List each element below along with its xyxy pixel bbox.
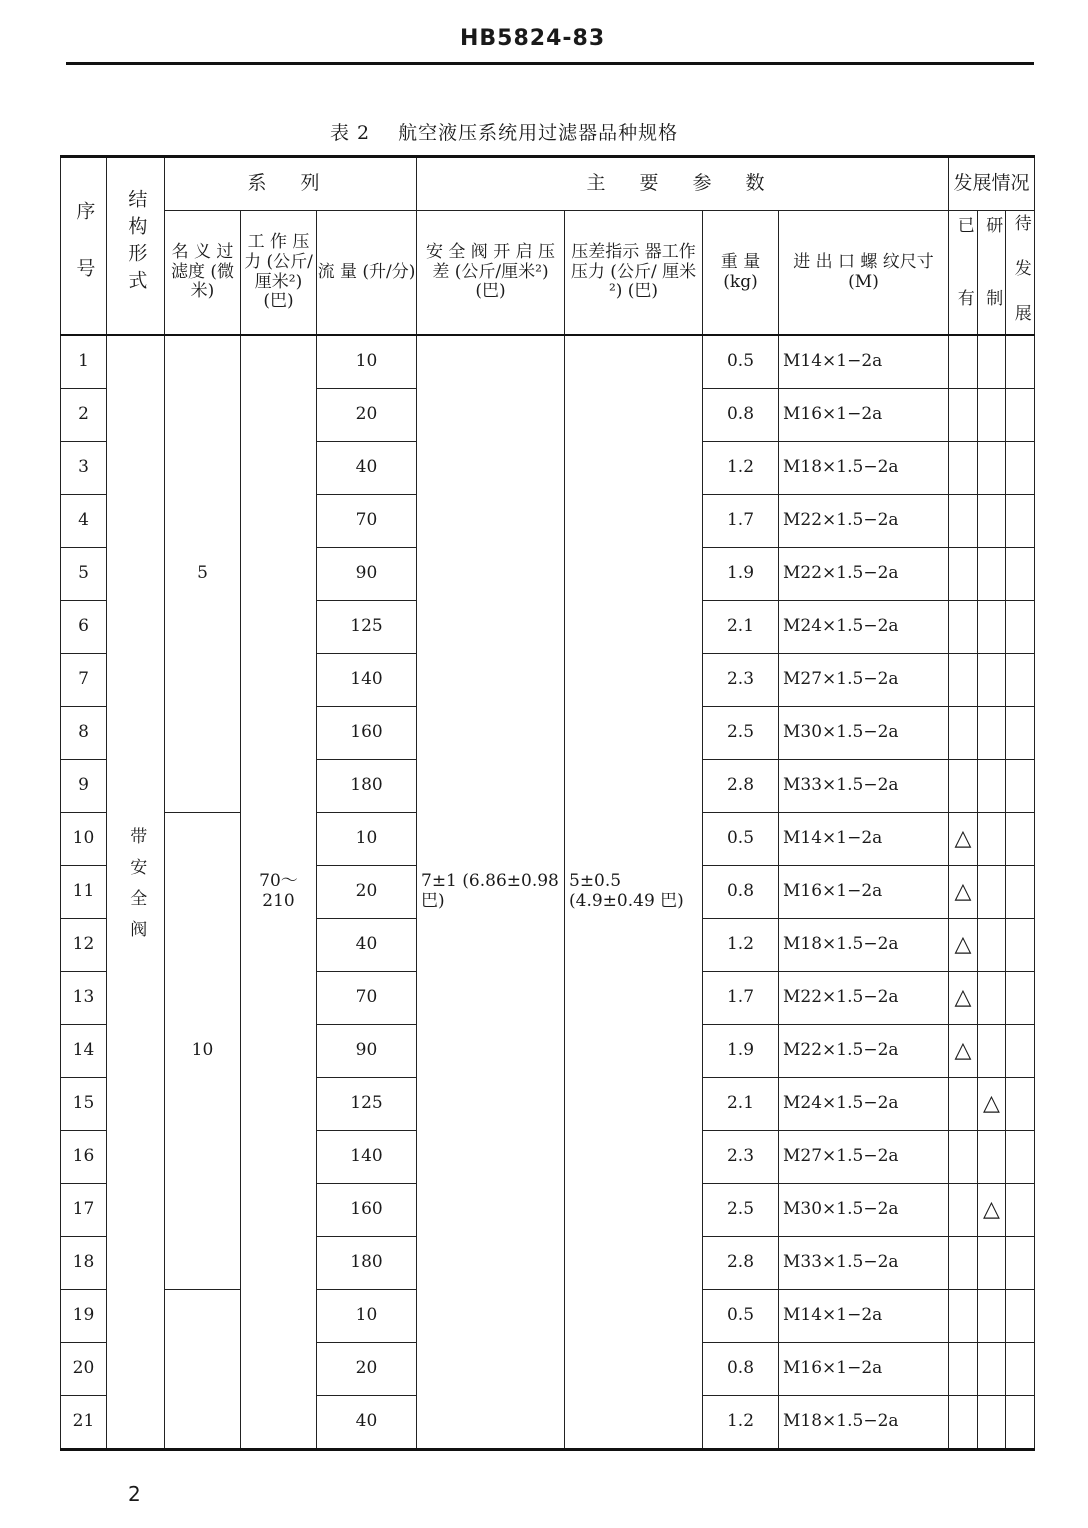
cell-seq: 20 bbox=[61, 1343, 107, 1396]
cell-thread: M18×1.5−2a bbox=[779, 1396, 949, 1450]
cell-weight: 0.8 bbox=[703, 389, 779, 442]
cell-flow: 40 bbox=[317, 919, 417, 972]
cell-pending bbox=[1006, 919, 1035, 972]
cell-seq: 19 bbox=[61, 1290, 107, 1343]
cell-pending bbox=[1006, 972, 1035, 1025]
cell-seq: 9 bbox=[61, 760, 107, 813]
cell-weight: 0.5 bbox=[703, 813, 779, 866]
cell-weight: 1.2 bbox=[703, 919, 779, 972]
cell-dev bbox=[978, 442, 1006, 495]
cell-exist bbox=[949, 548, 978, 601]
cell-exist bbox=[949, 601, 978, 654]
cell-weight: 1.9 bbox=[703, 1025, 779, 1078]
cell-pending bbox=[1006, 1078, 1035, 1131]
cell-pending bbox=[1006, 760, 1035, 813]
cell-dev bbox=[978, 1025, 1006, 1078]
cell-pending bbox=[1006, 601, 1035, 654]
cell-exist: △ bbox=[949, 1025, 978, 1078]
table-number: 表 2 bbox=[330, 122, 371, 144]
cell-weight: 1.7 bbox=[703, 972, 779, 1025]
cell-thread: M18×1.5−2a bbox=[779, 442, 949, 495]
cell-exist: △ bbox=[949, 919, 978, 972]
cell-dev bbox=[978, 495, 1006, 548]
cell-nominal-5: 5 bbox=[165, 335, 241, 813]
cell-dev bbox=[978, 1290, 1006, 1343]
cell-pending bbox=[1006, 1396, 1035, 1450]
cell-thread: M16×1−2a bbox=[779, 866, 949, 919]
cell-thread: M16×1−2a bbox=[779, 1343, 949, 1396]
cell-pending bbox=[1006, 1290, 1035, 1343]
cell-thread: M22×1.5−2a bbox=[779, 495, 949, 548]
header-status: 发展情况 bbox=[949, 157, 1035, 211]
cell-thread: M22×1.5−2a bbox=[779, 972, 949, 1025]
cell-weight: 2.5 bbox=[703, 707, 779, 760]
cell-seq: 3 bbox=[61, 442, 107, 495]
table-body bbox=[61, 335, 1035, 1450]
header-struct: 结构形式 bbox=[107, 157, 165, 336]
cell-weight: 0.5 bbox=[703, 1290, 779, 1343]
header-work-pressure: 工 作 压 力 (公斤/ 厘米²) (巴) bbox=[241, 211, 317, 336]
cell-flow: 20 bbox=[317, 1343, 417, 1396]
cell-struct bbox=[107, 335, 165, 1450]
header-rule bbox=[66, 62, 1034, 65]
header-nominal: 名 义 过滤度 (微米) bbox=[165, 211, 241, 336]
cell-thread: M22×1.5−2a bbox=[779, 548, 949, 601]
cell-weight: 2.1 bbox=[703, 1078, 779, 1131]
cell-thread: M22×1.5−2a bbox=[779, 1025, 949, 1078]
cell-pending bbox=[1006, 495, 1035, 548]
cell-dev bbox=[978, 972, 1006, 1025]
cell-flow: 70 bbox=[317, 972, 417, 1025]
cell-exist bbox=[949, 1290, 978, 1343]
cell-seq: 15 bbox=[61, 1078, 107, 1131]
cell-seq: 6 bbox=[61, 601, 107, 654]
cell-seq: 16 bbox=[61, 1131, 107, 1184]
cell-thread: M18×1.5−2a bbox=[779, 919, 949, 972]
header-seq: 序 号 bbox=[61, 157, 107, 336]
cell-exist bbox=[949, 442, 978, 495]
cell-dev bbox=[978, 813, 1006, 866]
cell-flow: 140 bbox=[317, 1131, 417, 1184]
cell-weight: 2.1 bbox=[703, 601, 779, 654]
cell-seq: 21 bbox=[61, 1396, 107, 1450]
cell-indicator: 5±0.5 (4.9±0.49 巴) bbox=[565, 335, 703, 1450]
cell-pending bbox=[1006, 335, 1035, 389]
document-code: HB5824-83 bbox=[460, 26, 606, 51]
cell-exist bbox=[949, 760, 978, 813]
cell-thread: M27×1.5−2a bbox=[779, 1131, 949, 1184]
cell-exist bbox=[949, 389, 978, 442]
cell-pending bbox=[1006, 1184, 1035, 1237]
cell-dev bbox=[978, 760, 1006, 813]
cell-flow: 140 bbox=[317, 654, 417, 707]
cell-seq: 4 bbox=[61, 495, 107, 548]
cell-exist bbox=[949, 1237, 978, 1290]
cell-weight: 0.5 bbox=[703, 335, 779, 389]
cell-thread: M33×1.5−2a bbox=[779, 1237, 949, 1290]
cell-dev bbox=[978, 1131, 1006, 1184]
cell-dev bbox=[978, 1343, 1006, 1396]
cell-thread: M33×1.5−2a bbox=[779, 760, 949, 813]
cell-thread: M14×1−2a bbox=[779, 335, 949, 389]
cell-flow: 125 bbox=[317, 1078, 417, 1131]
cell-flow: 10 bbox=[317, 1290, 417, 1343]
cell-exist bbox=[949, 654, 978, 707]
cell-thread: M27×1.5−2a bbox=[779, 654, 949, 707]
cell-exist bbox=[949, 1343, 978, 1396]
filter-spec-table bbox=[60, 155, 1034, 1451]
cell-exist: △ bbox=[949, 866, 978, 919]
cell-exist: △ bbox=[949, 813, 978, 866]
cell-exist bbox=[949, 495, 978, 548]
cell-flow: 20 bbox=[317, 866, 417, 919]
cell-flow: 40 bbox=[317, 442, 417, 495]
cell-weight: 1.7 bbox=[703, 495, 779, 548]
header-weight: 重 量 (kg) bbox=[703, 211, 779, 336]
cell-pending bbox=[1006, 1131, 1035, 1184]
cell-seq: 5 bbox=[61, 548, 107, 601]
cell-pending bbox=[1006, 813, 1035, 866]
cell-exist bbox=[949, 1184, 978, 1237]
cell-pending bbox=[1006, 1025, 1035, 1078]
cell-dev bbox=[978, 1396, 1006, 1450]
cell-seq: 7 bbox=[61, 654, 107, 707]
cell-thread: M30×1.5−2a bbox=[779, 707, 949, 760]
cell-seq: 1 bbox=[61, 335, 107, 389]
cell-nominal-blank bbox=[165, 1290, 241, 1450]
cell-weight: 1.2 bbox=[703, 1396, 779, 1450]
cell-flow: 10 bbox=[317, 335, 417, 389]
cell-dev bbox=[978, 919, 1006, 972]
cell-flow: 70 bbox=[317, 495, 417, 548]
cell-exist bbox=[949, 335, 978, 389]
cell-weight: 2.8 bbox=[703, 1237, 779, 1290]
cell-weight: 2.3 bbox=[703, 654, 779, 707]
cell-flow: 180 bbox=[317, 760, 417, 813]
cell-seq: 2 bbox=[61, 389, 107, 442]
cell-pressure: 70～ 210 bbox=[241, 335, 317, 1450]
cell-exist bbox=[949, 1131, 978, 1184]
cell-weight: 2.3 bbox=[703, 1131, 779, 1184]
cell-flow: 40 bbox=[317, 1396, 417, 1450]
cell-flow: 90 bbox=[317, 1025, 417, 1078]
cell-seq: 12 bbox=[61, 919, 107, 972]
cell-pending bbox=[1006, 654, 1035, 707]
cell-dev bbox=[978, 654, 1006, 707]
header-thread: 进 出 口 螺 纹尺寸(M) bbox=[779, 211, 949, 336]
cell-safety-valve: 7±1 (6.86±0.98 巴) bbox=[417, 335, 565, 1450]
cell-thread: M24×1.5−2a bbox=[779, 601, 949, 654]
header-exist: 已 有 bbox=[949, 211, 978, 336]
cell-pending bbox=[1006, 442, 1035, 495]
cell-seq: 10 bbox=[61, 813, 107, 866]
cell-pending bbox=[1006, 548, 1035, 601]
table-row bbox=[61, 335, 1035, 389]
struct-label: 带安全阀 bbox=[126, 827, 147, 952]
table-title: 航空液压系统用过滤器品种规格 bbox=[398, 122, 679, 144]
cell-weight: 1.9 bbox=[703, 548, 779, 601]
header-flow: 流 量 (升/分) bbox=[317, 211, 417, 336]
cell-flow: 20 bbox=[317, 389, 417, 442]
cell-thread: M16×1−2a bbox=[779, 389, 949, 442]
cell-dev: △ bbox=[978, 1078, 1006, 1131]
cell-exist bbox=[949, 1396, 978, 1450]
cell-flow: 160 bbox=[317, 707, 417, 760]
cell-flow: 90 bbox=[317, 548, 417, 601]
cell-thread: M30×1.5−2a bbox=[779, 1184, 949, 1237]
cell-dev bbox=[978, 335, 1006, 389]
cell-weight: 0.8 bbox=[703, 866, 779, 919]
cell-exist bbox=[949, 1078, 978, 1131]
header-series: 系 列 bbox=[165, 157, 417, 211]
cell-dev bbox=[978, 866, 1006, 919]
cell-seq: 18 bbox=[61, 1237, 107, 1290]
spec-table bbox=[60, 155, 1035, 1451]
cell-pending bbox=[1006, 707, 1035, 760]
cell-pending bbox=[1006, 1237, 1035, 1290]
cell-dev: △ bbox=[978, 1184, 1006, 1237]
cell-weight: 0.8 bbox=[703, 1343, 779, 1396]
cell-seq: 13 bbox=[61, 972, 107, 1025]
cell-dev bbox=[978, 548, 1006, 601]
cell-dev bbox=[978, 389, 1006, 442]
cell-pending bbox=[1006, 1343, 1035, 1396]
cell-dev bbox=[978, 1237, 1006, 1290]
cell-exist: △ bbox=[949, 972, 978, 1025]
cell-nominal-10: 10 bbox=[165, 813, 241, 1290]
cell-exist bbox=[949, 707, 978, 760]
header-pending: 待 发 展 bbox=[1006, 211, 1035, 336]
header-indicator: 压差指示 器工作压力 (公斤/ 厘米²) (巴) bbox=[565, 211, 703, 336]
cell-flow: 10 bbox=[317, 813, 417, 866]
header-dev: 研 制 bbox=[978, 211, 1006, 336]
cell-seq: 8 bbox=[61, 707, 107, 760]
cell-flow: 125 bbox=[317, 601, 417, 654]
cell-thread: M14×1−2a bbox=[779, 813, 949, 866]
header-main-params: 主 要 参 数 bbox=[417, 157, 949, 211]
cell-weight: 1.2 bbox=[703, 442, 779, 495]
cell-seq: 11 bbox=[61, 866, 107, 919]
page-number: 2 bbox=[128, 1482, 141, 1506]
cell-dev bbox=[978, 601, 1006, 654]
cell-seq: 17 bbox=[61, 1184, 107, 1237]
cell-weight: 2.5 bbox=[703, 1184, 779, 1237]
cell-pending bbox=[1006, 389, 1035, 442]
table-caption bbox=[330, 118, 678, 145]
cell-dev bbox=[978, 707, 1006, 760]
cell-weight: 2.8 bbox=[703, 760, 779, 813]
cell-thread: M24×1.5−2a bbox=[779, 1078, 949, 1131]
cell-pending bbox=[1006, 866, 1035, 919]
cell-flow: 160 bbox=[317, 1184, 417, 1237]
cell-thread: M14×1−2a bbox=[779, 1290, 949, 1343]
cell-flow: 180 bbox=[317, 1237, 417, 1290]
header-safety-valve: 安 全 阀 开 启 压 差 (公斤/厘米²) (巴) bbox=[417, 211, 565, 336]
cell-seq: 14 bbox=[61, 1025, 107, 1078]
